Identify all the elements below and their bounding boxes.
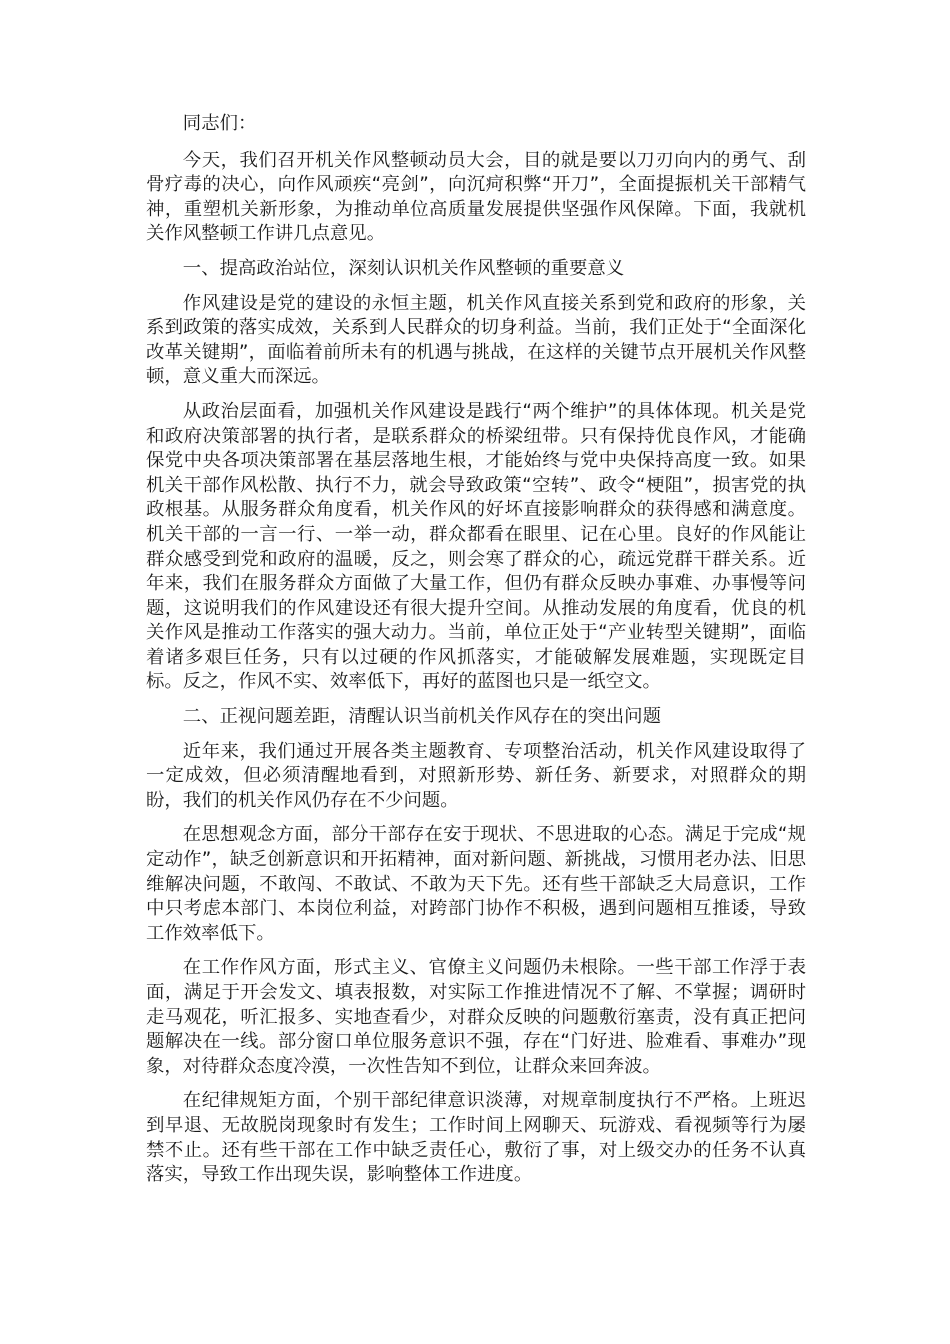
paragraph: 在纪律规矩方面，个别干部纪律意识淡薄，对规章制度执行不严格。上班迟到早退、无故脱岗现象时有发生；工作时间上网聊天、玩游戏、看视频等行为屡禁不止。还有些干部在工作中缺乏责任心，敷衍了事，对上级交办的任务不认真落实，导致工作出现失误，影响整体工作进度。 xyxy=(146,1090,806,1186)
salutation: 同志们： xyxy=(182,113,257,134)
document-page xyxy=(146,112,806,1198)
paragraph: 在工作作风方面，形式主义、官僚主义问题仍未根除。一些干部工作浮于表面，满足于开会发文、填表报数，对实际工作推进情况不了解、不掌握；调研时走马观花，听汇报多、实地查看少，对群众反映的问题敷衍塞责，没有真正把问题解决在一线。部分窗口单位服务意识不强，存在“门好进、脸难看、事难办”现象，对待群众态度冷漠，一次性告知不到位，让群众来回奔波。 xyxy=(146,957,806,1077)
section-heading-1: 一、提高政治站位，深刻认识机关作风整顿的重要意义 xyxy=(182,257,625,279)
paragraph: 从政治层面看，加强机关作风建设是践行“两个维护”的具体体现。机关是党和政府决策部署的执行者，是联系群众的桥梁纽带。只有保持优良作风，才能确保党中央各项决策部署在基层落地生根，才能始终与党中央保持高度一致。如果机关干部作风松散、执行不力，就会导致政策“空转”、政令“梗阻”，损害党的执政根基。从服务群众角度看，机关作风的好坏直接影响群众的获得感和满意度。机关干部的一言一行、一举一动，群众都看在眼里、记在心里。良好的作风能让群众感受到党和政府的温暖，反之，则会寒了群众的心，疏远党群干群关系。近年来，我们在服务群众方面做了大量工作，但仍有群众反映办事难、办事慢等问题，这说明我们的作风建设还有很大提升空间。从推动发展的角度看，优良的机关作风是推动工作落实的强大动力。当前，单位正处于“产业转型关键期”，面临着诸多艰巨任务，只有以过硬的作风抓落实，才能破解发展难题，实现既定目标。反之，作风不实、效率低下，再好的蓝图也只是一纸空文。 xyxy=(146,400,806,693)
paragraph: 近年来，我们通过开展各类主题教育、专项整治活动，机关作风建设取得了一定成效，但必须清醒地看到，对照新形势、新任务、新要求，对照群众的期盼，我们的机关作风仍存在不少问题。 xyxy=(146,740,806,811)
paragraph-intro: 今天，我们召开机关作风整顿动员大会，目的就是要以刀刃向内的勇气、刮骨疗毒的决心，向作风顽疾“亮剑”，向沉疴积弊“开刀”，全面提振机关干部精气神，重塑机关新形象，为推动单位高质量发展提供坚强作风保障。下面，我就机关作风整顿工作讲几点意见。 xyxy=(146,149,806,245)
section-heading-2: 二、正视问题差距，清醒认识当前机关作风存在的突出问题 xyxy=(182,706,661,728)
paragraph: 在思想观念方面，部分干部存在安于现状、不思进取的心态。满足于完成“规定动作”，缺乏创新意识和开拓精神，面对新问题、新挑战，习惯用老办法、旧思维解决问题，不敢闯、不敢试、不敢为天下先。还有些干部缺乏大局意识，工作中只考虑本部门、本岗位利益，对跨部门协作不积极，遇到问题相互推诿，导致工作效率低下。 xyxy=(146,824,806,944)
paragraph: 作风建设是党的建设的永恒主题，机关作风直接关系到党和政府的形象，关系到政策的落实成效，关系到人民群众的切身利益。当前，我们正处于“全面深化改革关键期”，面临着前所未有的机遇与挑战，在这样的关键节点开展机关作风整顿，意义重大而深远。 xyxy=(146,292,806,388)
